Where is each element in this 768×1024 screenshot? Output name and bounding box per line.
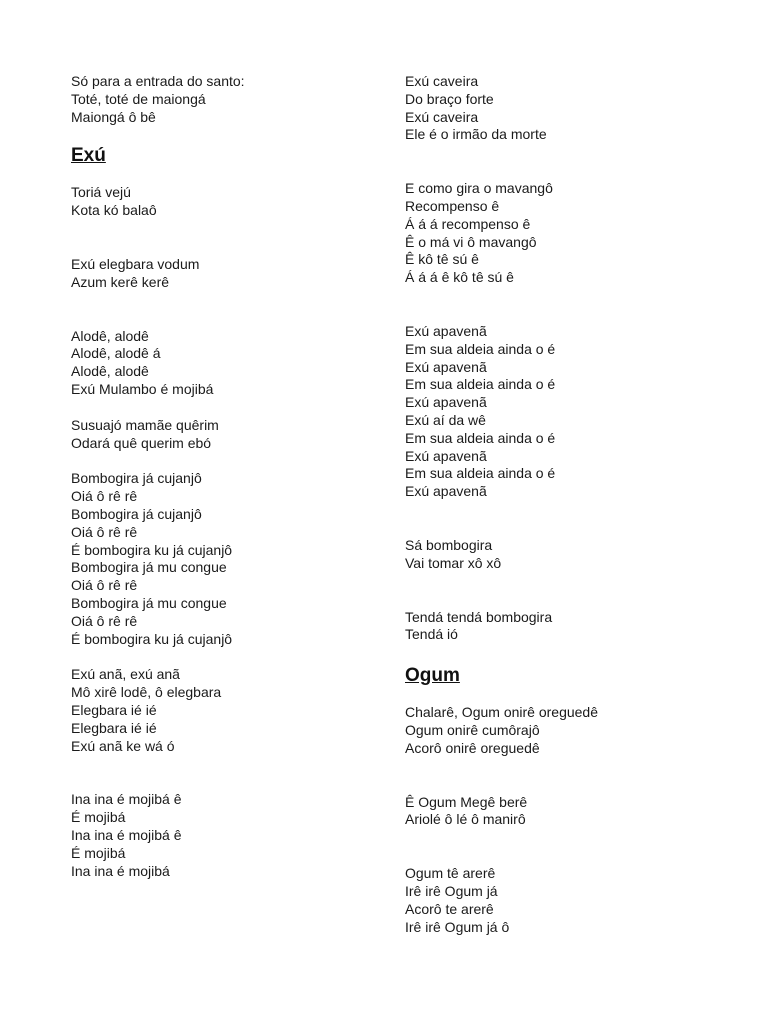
text-line: Ê o má vi ô mavangô: [405, 233, 537, 250]
verse-block: [405, 180, 735, 287]
text-line: Do braço forte: [405, 90, 494, 107]
text-line: Exú anã, exú anã: [71, 666, 180, 683]
text-line: Mô xirê lodê, ô elegbara: [71, 684, 222, 701]
text-line: Exú caveira: [405, 73, 479, 89]
text-line: Toté, toté de maiongá: [71, 90, 206, 107]
text-line: Exú apavenã: [405, 322, 487, 339]
text-line: Maiongá ô bê: [71, 108, 156, 125]
text-line: Tendá tendá bombogira: [405, 608, 553, 625]
text-line: Exú elegbara vodum: [71, 255, 200, 272]
verse-block: [71, 184, 381, 220]
text-line: Azum kerê kerê: [71, 273, 170, 290]
right-column: [405, 73, 735, 936]
section-heading-exu: Exú: [71, 145, 106, 167]
text-line: É mojibá: [71, 809, 126, 826]
text-line: Acorô onirê oreguedê: [405, 739, 540, 756]
text-line: Alodê, alodê: [71, 363, 149, 380]
text-line: Tendá ió: [405, 626, 458, 643]
text-line: Bombogira já mu congue: [71, 594, 227, 611]
verse-block: [405, 323, 735, 501]
text-line: Bombogira já cujanjô: [71, 505, 202, 522]
verse-block: [405, 73, 735, 144]
text-line: Kota kó balaô: [71, 202, 157, 219]
verse-block: [405, 794, 735, 830]
text-line: Ê Ogum Megê berê: [405, 793, 528, 810]
text-line: Em sua aldeia ainda o é: [405, 340, 556, 357]
verse-block: [71, 256, 381, 292]
text-line: Exú apavenã: [405, 394, 487, 411]
text-line: Irê irê Ogum já ô: [405, 918, 510, 935]
verse-block: [71, 791, 381, 880]
text-line: Vai tomar xô xô: [405, 554, 502, 571]
text-line: Elegbara ié ié: [71, 719, 157, 736]
text-line: Á á á ê kô tê sú ê: [405, 269, 514, 286]
text-line: Elegbara ié ié: [71, 701, 157, 718]
text-line: Sá bombogira: [405, 536, 493, 553]
text-line: Ariolé ô lé ô manirô: [405, 811, 526, 828]
verse-block: [71, 470, 381, 648]
text-line: Em sua aldeia ainda o é: [405, 376, 556, 393]
text-line: Ogum tê arerê: [405, 865, 496, 882]
text-line: Exú aí da wê: [405, 411, 486, 428]
text-line: Á á á recompenso ê: [405, 215, 531, 232]
text-line: E como gira o mavangô: [405, 180, 553, 197]
verse-block: [405, 609, 735, 645]
text-line: Exú apavenã: [405, 483, 487, 500]
text-line: Bombogira já cujanjô: [71, 470, 202, 487]
text-line: Ogum onirê cumôrajô: [405, 721, 540, 738]
text-line: Exú apavenã: [405, 358, 487, 375]
text-line: Ina ina é mojibá ê: [71, 826, 182, 843]
text-line: Toriá vejú: [71, 184, 131, 201]
text-line: Ina ina é mojibá ê: [71, 791, 182, 808]
text-line: É bombogira ku já cujanjô: [71, 630, 233, 647]
text-line: Recompenso ê: [405, 197, 500, 214]
left-column: [71, 73, 381, 880]
text-line: É mojibá: [71, 844, 126, 861]
text-line: Susuajó mamãe quêrim: [71, 416, 219, 433]
text-line: Ele é o irmão da morte: [405, 126, 547, 143]
verse-block: [405, 537, 735, 573]
text-line: Exú Mulambo é mojibá: [71, 380, 214, 397]
text-line: Só para a entrada do santo:: [71, 73, 245, 89]
text-line: Oiá ô rê rê: [71, 612, 138, 629]
text-line: Exú anã ke wá ó: [71, 737, 175, 754]
text-line: Alodê, alodê á: [71, 345, 161, 362]
verse-block: [405, 704, 735, 757]
text-line: Alodê, alodê: [71, 327, 149, 344]
text-line: Em sua aldeia ainda o é: [405, 465, 556, 482]
text-line: Oiá ô rê rê: [71, 488, 138, 505]
text-line: Irê irê Ogum já: [405, 882, 498, 899]
text-line: Odará quê querim ebó: [71, 434, 212, 451]
verse-block: [405, 865, 735, 936]
section-heading-ogum: Ogum: [405, 665, 460, 687]
verse-block: [71, 328, 381, 399]
text-line: Chalarê, Ogum onirê oreguedê: [405, 704, 599, 721]
intro-block: [71, 73, 381, 126]
text-line: Bombogira já mu congue: [71, 559, 227, 576]
text-line: Ina ina é mojibá: [71, 862, 170, 879]
text-line: Exú caveira: [405, 108, 479, 125]
text-line: Exú apavenã: [405, 447, 487, 464]
verse-block: [71, 417, 381, 453]
text-line: Ê kô tê sú ê: [405, 251, 479, 268]
text-line: Oiá ô rê rê: [71, 577, 138, 594]
verse-block: [71, 666, 381, 755]
text-line: Oiá ô rê rê: [71, 523, 138, 540]
text-line: É bombogira ku já cujanjô: [71, 541, 233, 558]
text-line: Acorô te arerê: [405, 900, 494, 917]
text-line: Em sua aldeia ainda o é: [405, 429, 556, 446]
